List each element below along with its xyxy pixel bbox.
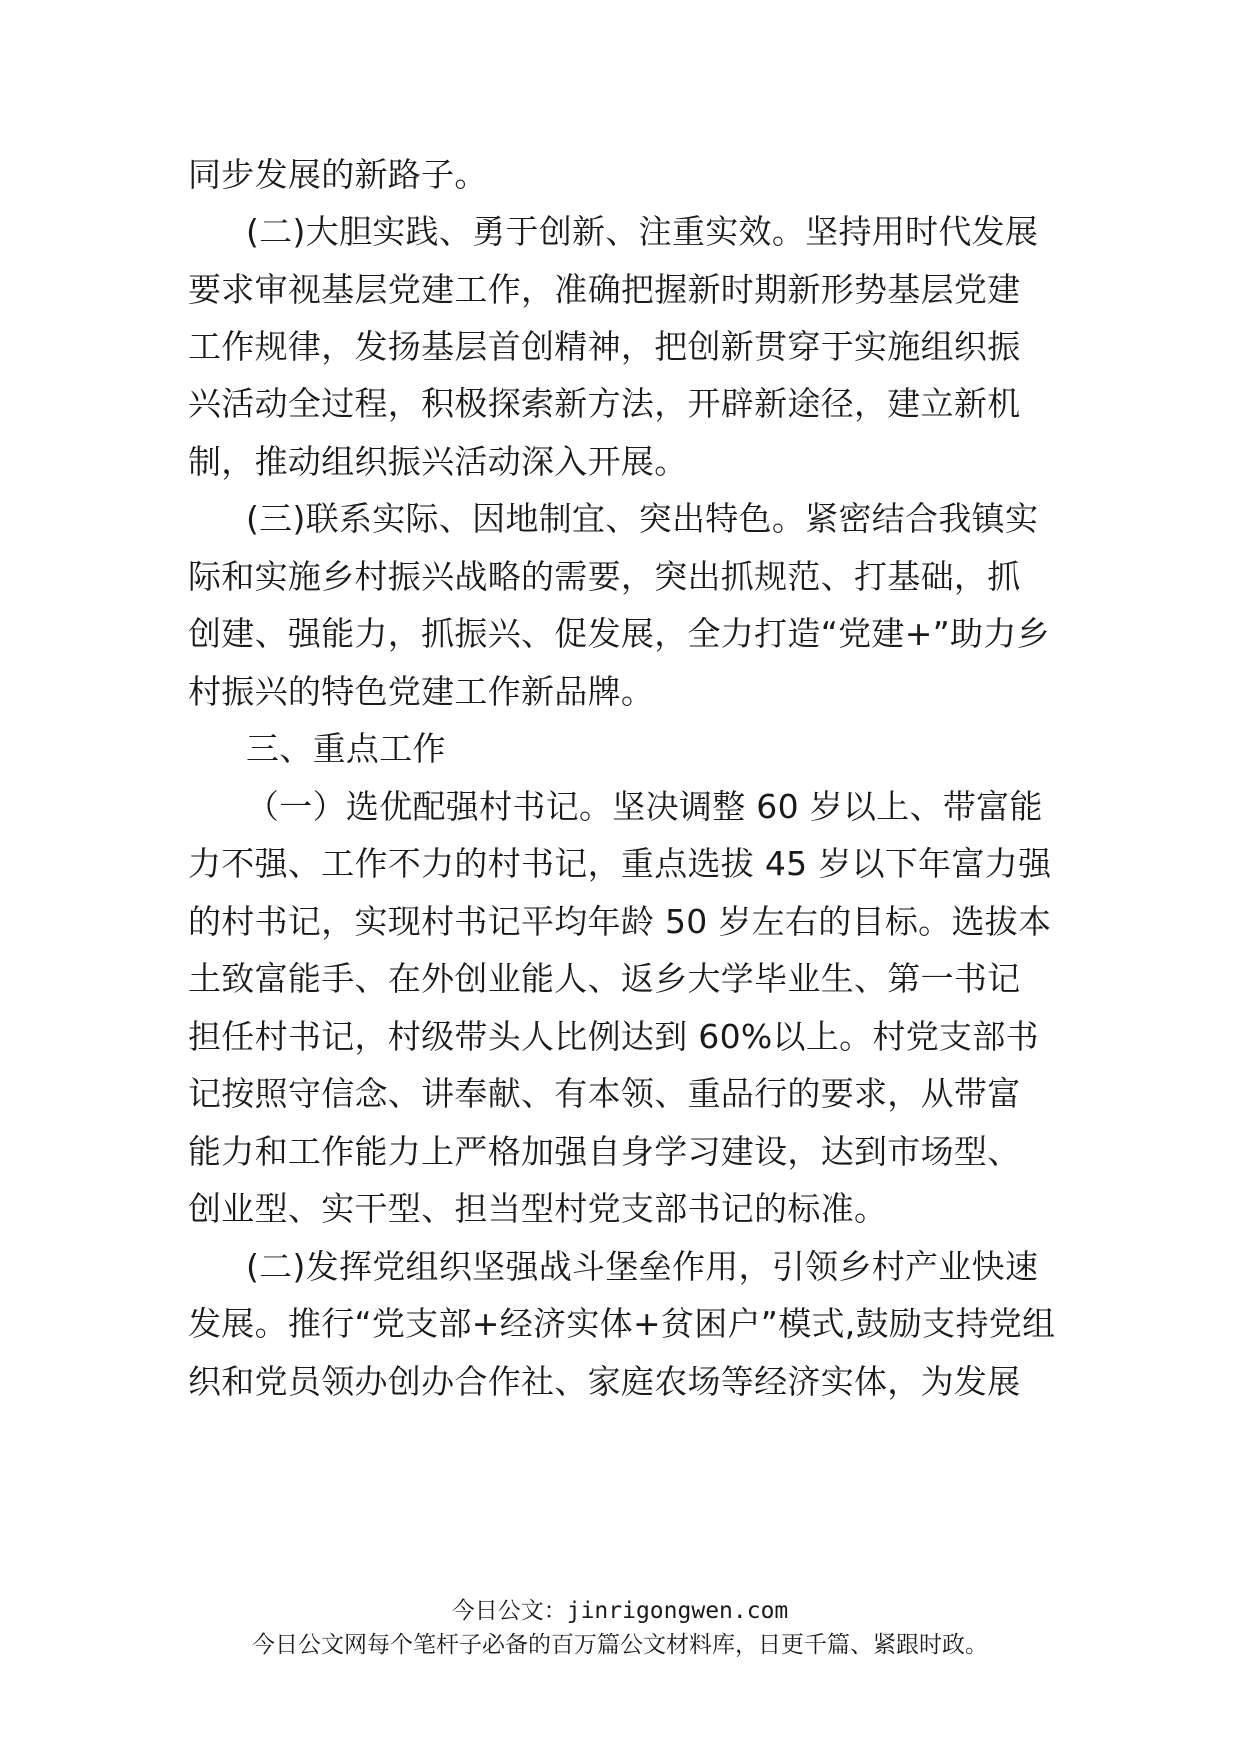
text-line: (三)联系实际、因地制宜、突出特色。紧密结合我镇实 — [246, 499, 1039, 538]
text-line: 村振兴的特色党建工作新品牌。 — [188, 672, 655, 711]
text-line: 的村书记，实现村书记平均年龄 50 岁左右的目标。选拔本 — [188, 902, 1052, 941]
text-line: (二)大胆实践、勇于创新、注重实效。坚持用时代发展 — [246, 212, 1039, 251]
text-line: 能力和工作能力上严格加强自身学习建设，达到市场型、 — [188, 1132, 1021, 1171]
footer-site-url[interactable]: jinrigongwen.com — [566, 1598, 789, 1624]
footer-site-label: 今日公文： — [451, 1598, 567, 1624]
text-line: 担任村书记，村级带头人比例达到 60%以上。村党支部书 — [188, 1017, 1039, 1056]
text-line: 织和党员领办创办合作社、家庭农场等经济实体，为发展 — [188, 1362, 1021, 1401]
text-line: 同步发展的新路子。 — [188, 155, 488, 194]
text-line: 工作规律，发扬基层首创精神，把创新贯穿于实施组织振 — [188, 327, 1021, 366]
text-line: 际和实施乡村振兴战略的需要，突出抓规范、打基础，抓 — [188, 557, 1021, 596]
footer-slogan: 今日公文网每个笔杆子必备的百万篇公文材料库，日更千篇、紧跟时政。 — [252, 1632, 988, 1658]
text-line: 制，推动组织振兴活动深入开展。 — [188, 442, 688, 481]
text-line: 创业型、实干型、担当型村党支部书记的标准。 — [188, 1189, 888, 1228]
text-line: 记按照守信念、讲奉献、有本领、重品行的要求，从带富 — [188, 1074, 1021, 1113]
text-line: 土致富能手、在外创业能人、返乡大学毕业生、第一书记 — [188, 959, 1021, 998]
text-line: 发展。推行“党支部+经济实体+贫困户”模式,鼓励支持党组 — [188, 1304, 1056, 1343]
text-line: （一）选优配强村书记。坚决调整 60 岁以上、带富能 — [246, 787, 1043, 826]
section-heading: 三、重点工作 — [246, 729, 446, 768]
text-line: 创建、强能力，抓振兴、促发展，全力打造“党建+”助力乡 — [188, 614, 1050, 653]
text-line: (二)发挥党组织坚强战斗堡垒作用，引领乡村产业快速 — [246, 1247, 1039, 1286]
text-line: 力不强、工作不力的村书记，重点选拔 45 岁以下年富力强 — [188, 844, 1052, 883]
text-line: 要求审视基层党建工作，准确把握新时期新形势基层党建 — [188, 270, 1021, 309]
text-line: 兴活动全过程，积极探索新方法，开辟新途径，建立新机 — [188, 384, 1021, 423]
footer-site-line — [0, 1596, 1240, 1626]
